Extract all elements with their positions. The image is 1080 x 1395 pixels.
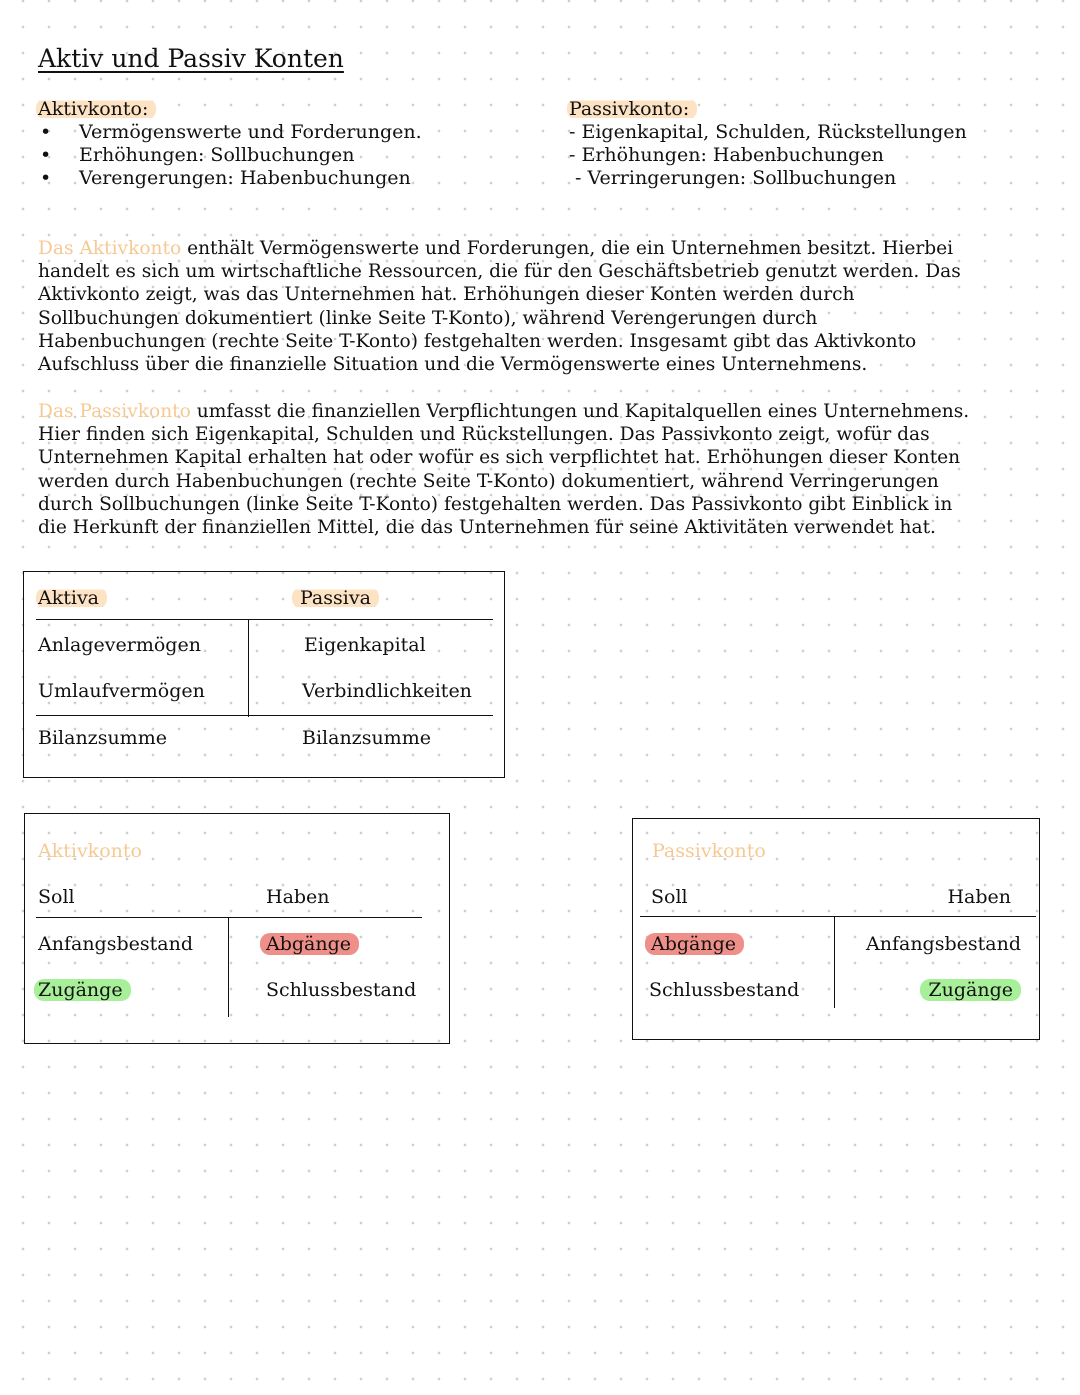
page-title: Aktiv und Passiv Konten: [38, 44, 344, 73]
list-item: - Eigenkapital, Schulden, Rückstellungen: [569, 121, 967, 143]
passivkonto-abgaenge: Abgänge: [645, 933, 744, 955]
aktivkonto-right-row: Schlussbestand: [266, 979, 417, 1001]
passiv-summary-list: [569, 121, 967, 190]
passiv-summary-heading: Passivkonto:: [567, 98, 697, 120]
list-item: • Verengerungen: Habenbuchungen: [40, 167, 411, 189]
bilanz-right-row: Eigenkapital: [304, 634, 426, 656]
bullet-icon: •: [40, 167, 52, 189]
list-item: • Vermögenswerte und Forderungen.: [40, 121, 422, 143]
passiv-summary: [569, 98, 967, 190]
list-item: • Erhöhungen: Sollbuchungen: [40, 144, 355, 166]
paragraph-body: umfasst die finanziellen Verpflichtungen und Kapitalquellen eines Unternehmens. Hier finden sich Eigenkapital, Schulden und Rückstellungen. Das Passivkonto zeigt, wofür das Unternehmen Kapital erhalten hat oder wofür es sich verpflichtet hat. Erhöhungen dieser Konten werden durch Habenbuchungen (rechte Seite T-Konto) dokumentiert, während Verringerungen durch Sollbuchungen (linke Seite T-Konto) festgehalten werden. Das Passivkonto gibt Einblick in die Herkunft der finanziellen Mittel, die das Unternehmen für seine Aktivitäten verwendet hat.: [38, 401, 970, 539]
list-item: - Erhöhungen: Habenbuchungen: [569, 144, 884, 166]
bilanz-left-row: Anlagevermögen: [38, 634, 201, 656]
passivkonto-title: Passivkonto: [652, 840, 766, 862]
aktivkonto-divider: [36, 917, 422, 918]
aktivkonto-left-row: Anfangsbestand: [38, 933, 193, 955]
passivkonto-right-row: Anfangsbestand: [866, 933, 1021, 955]
passivkonto-divider: [640, 916, 1036, 917]
passivkonto-soll-label: Soll: [651, 886, 688, 908]
bilanz-aktiva-header: Aktiva: [36, 587, 107, 609]
paragraph-aktivkonto: [38, 237, 1038, 376]
bilanz-bottom-divider: [36, 715, 493, 716]
bilanz-left-row: Umlaufvermögen: [38, 680, 205, 702]
aktiv-summary: [38, 98, 422, 190]
bilanz-center-divider: [248, 620, 249, 717]
bilanz-left-total: Bilanzsumme: [38, 727, 167, 749]
aktiv-summary-list: [38, 121, 422, 190]
aktivkonto-abgaenge: Abgänge: [260, 933, 359, 955]
passivkonto-left-row: Schlussbestand: [649, 979, 800, 1001]
list-item: - Verringerungen: Sollbuchungen: [569, 167, 897, 189]
passivkonto-zugaenge: Zugänge: [920, 979, 1021, 1001]
aktivkonto-title: Aktivkonto: [38, 840, 142, 862]
paragraph-body: enthält Vermögenswerte und Forderungen, die ein Unternehmen besitzt. Hierbei handelt es sich um wirtschaftliche Ressourcen, die für den Geschäftsbetrieb genutzt werden. Das Aktivkonto zeigt, was das Unternehmen hat. Erhöhungen dieser Konten werden durch Sollbuchungen dokumentiert (linke Seite T-Konto), während Verengerungen durch Habenbuchungen (rechte Seite T-Konto) festgehalten werden. Insgesamt gibt das Aktivkonto Aufschluss über die finanzielle Situation und die Vermögenswerte eines Unternehmens.: [38, 238, 961, 376]
paragraph-lead: Das Passivkonto: [38, 401, 191, 422]
aktivkonto-soll-label: Soll: [38, 886, 75, 908]
paragraph-lead: Das Aktivkonto: [38, 238, 182, 259]
bilanz-passiva-header: Passiva: [292, 587, 379, 609]
bullet-icon: •: [40, 144, 52, 166]
aktivkonto-center-divider: [228, 918, 229, 1017]
bilanz-right-row: Verbindlichkeiten: [302, 680, 472, 702]
bilanz-right-total: Bilanzsumme: [302, 727, 431, 749]
aktivkonto-haben-label: Haben: [266, 886, 330, 908]
paragraph-passivkonto: [38, 400, 1038, 539]
bullet-icon: •: [40, 121, 52, 143]
passivkonto-haben-label: Haben: [947, 886, 1011, 908]
aktivkonto-zugaenge: Zugänge: [34, 979, 131, 1001]
aktiv-summary-heading: Aktivkonto:: [36, 98, 156, 120]
passivkonto-center-divider: [834, 917, 835, 1008]
bilanz-top-divider: [36, 619, 493, 620]
